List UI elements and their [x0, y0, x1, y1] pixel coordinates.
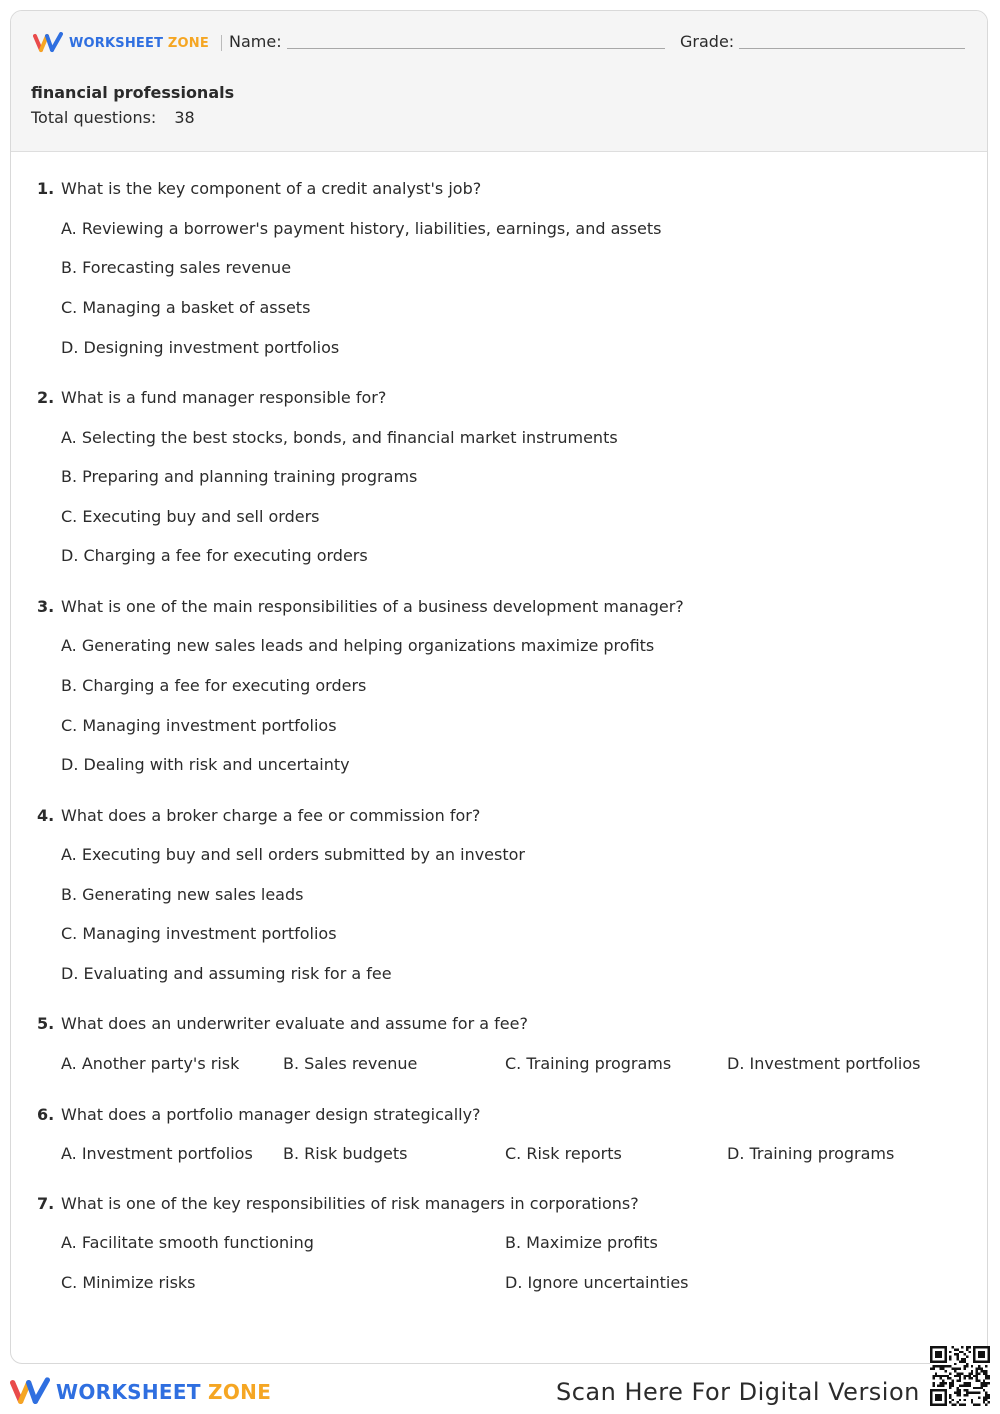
question-6: 6. What does a portfolio manager design strategically? — [37, 1105, 481, 1124]
question-7: 7. What is one of the key responsibilities of risk managers in corporations? — [37, 1194, 639, 1213]
question-1-option-d[interactable]: D. Designing investment portfolios — [61, 338, 340, 357]
question-5-option-b[interactable]: B. Sales revenue — [283, 1054, 418, 1073]
worksheet-zone-logo-icon — [10, 1377, 50, 1407]
brand-divider — [221, 35, 222, 51]
question-4-option-d[interactable]: D. Evaluating and assuming risk for a fee — [61, 964, 392, 983]
question-text: What is a fund manager responsible for? — [61, 388, 387, 407]
qr-code-icon[interactable] — [930, 1346, 990, 1406]
footer-brand — [10, 1377, 271, 1407]
question-7-option-d[interactable]: D. Ignore uncertainties — [505, 1273, 689, 1292]
question-5: 5. What does an underwriter evaluate and assume for a fee? — [37, 1014, 528, 1033]
question-6-option-b[interactable]: B. Risk budgets — [283, 1144, 408, 1163]
brand-name: WORKSHEET ZONE — [69, 35, 209, 51]
worksheet-page — [10, 10, 988, 1364]
question-7-option-c[interactable]: C. Minimize risks — [61, 1273, 196, 1292]
worksheet-title: financial professionals — [31, 83, 235, 102]
question-3-option-a[interactable]: A. Generating new sales leads and helping organizations maximize profits — [61, 636, 655, 655]
question-1-option-a[interactable]: A. Reviewing a borrower's payment history, liabilities, earnings, and assets — [61, 219, 662, 238]
question-4-option-b[interactable]: B. Generating new sales leads — [61, 885, 304, 904]
question-4-option-c[interactable]: C. Managing investment portfolios — [61, 924, 337, 943]
question-4: 4. What does a broker charge a fee or commission for? — [37, 806, 481, 825]
question-1-option-b[interactable]: B. Forecasting sales revenue — [61, 258, 292, 277]
question-3-option-c[interactable]: C. Managing investment portfolios — [61, 716, 337, 735]
question-6-option-a[interactable]: A. Investment portfolios — [61, 1144, 253, 1163]
question-7-option-a[interactable]: A. Facilitate smooth functioning — [61, 1233, 314, 1252]
question-text: What does a portfolio manager design strategically? — [61, 1105, 481, 1124]
question-5-option-a[interactable]: A. Another party's risk — [61, 1054, 240, 1073]
question-text: What is one of the key responsibilities of risk managers in corporations? — [61, 1194, 639, 1213]
question-2-option-b[interactable]: B. Preparing and planning training programs — [61, 467, 418, 486]
name-input-line[interactable] — [287, 48, 665, 49]
question-6-option-d[interactable]: D. Training programs — [727, 1144, 895, 1163]
footer-brand-name: WORKSHEET ZONE — [56, 1380, 272, 1404]
total-questions — [31, 108, 195, 127]
question-3: 3. What is one of the main responsibilities of a business development manager? — [37, 597, 684, 616]
question-5-option-c[interactable]: C. Training programs — [505, 1054, 672, 1073]
name-label: Name: — [229, 32, 282, 51]
question-text: What is one of the main responsibilities of a business development manager? — [61, 597, 684, 616]
scan-here-text: Scan Here For Digital Version — [556, 1378, 920, 1406]
question-text: What does a broker charge a fee or commission for? — [61, 806, 481, 825]
total-questions-label: Total questions: — [31, 108, 157, 127]
question-1: 1. What is the key component of a credit analyst's job? — [37, 179, 482, 198]
question-3-option-d[interactable]: D. Dealing with risk and uncertainty — [61, 755, 350, 774]
question-4-option-a[interactable]: A. Executing buy and sell orders submitted by an investor — [61, 845, 525, 864]
question-2-option-c[interactable]: C. Executing buy and sell orders — [61, 507, 320, 526]
question-6-option-c[interactable]: C. Risk reports — [505, 1144, 622, 1163]
grade-input-line[interactable] — [739, 48, 965, 49]
header-brand — [33, 31, 222, 55]
worksheet-zone-logo-icon — [33, 32, 63, 54]
question-1-option-c[interactable]: C. Managing a basket of assets — [61, 298, 311, 317]
question-5-option-d[interactable]: D. Investment portfolios — [727, 1054, 921, 1073]
grade-label: Grade: — [680, 32, 735, 51]
question-2-option-d[interactable]: D. Charging a fee for executing orders — [61, 546, 368, 565]
question-text: What does an underwriter evaluate and assume for a fee? — [61, 1014, 528, 1033]
question-2-option-a[interactable]: A. Selecting the best stocks, bonds, and financial market instruments — [61, 428, 618, 447]
question-3-option-b[interactable]: B. Charging a fee for executing orders — [61, 676, 367, 695]
question-text: What is the key component of a credit analyst's job? — [61, 179, 482, 198]
question-7-option-b[interactable]: B. Maximize profits — [505, 1233, 658, 1252]
total-questions-value: 38 — [174, 108, 195, 127]
question-2: 2. What is a fund manager responsible for? — [37, 388, 387, 407]
worksheet-header — [11, 11, 987, 152]
